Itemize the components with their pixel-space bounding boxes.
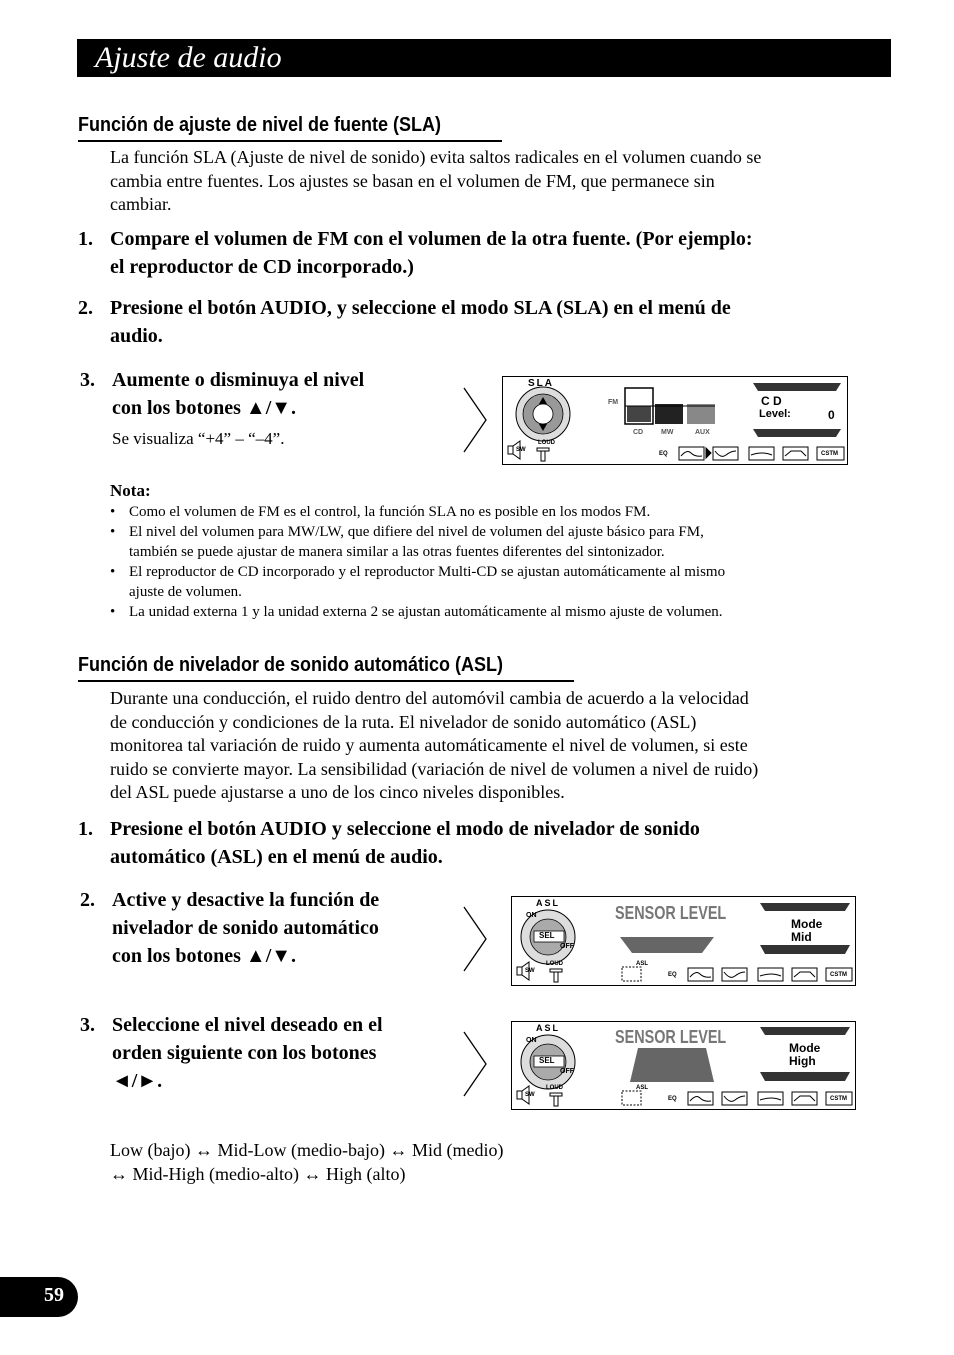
asl-step1: Presione el botón AUDIO y seleccione el modo de nivelador de sonido automático (ASL) en el menú de audio. <box>110 818 700 868</box>
lcd-mode-label: SLA <box>528 378 554 389</box>
lcd-banner: SENSOR LEVEL <box>615 903 727 923</box>
lcd-loud-label: LOUD <box>538 440 555 446</box>
eq-curve-icons <box>622 967 852 981</box>
eq-curve-icons <box>622 1091 852 1105</box>
lcd-sw-label: SW <box>516 447 526 453</box>
lcd-eq-label: EQ <box>668 1096 677 1102</box>
asl-intro: Durante una conducción, el ruido dentro del automóvil cambia de acuerdo a la velocidad de conducción y condiciones de la ruta. El nivelador de sonido automático (ASL) monitorea tal variación de ruido y aumenta automáticamente el nivel de volumen, si este ruido se convierte mayor. La sensibilidad (variación de nivel de volumen a nivel de ruido) del ASL puede ajustarse a uno de los cinco niveles disponibles. <box>110 688 759 802</box>
joystick-icon <box>516 387 570 441</box>
note-item: • El nivel del volumen para MW/LW, que difiere del nivel de volumen del ajuste básico para FM, también se puede ajustar de manera similar a las otras fuentes diferentes del sintonizador. <box>110 524 704 560</box>
lcd-cd-label: CD <box>633 429 644 436</box>
lcd-on-label: ON <box>526 912 537 919</box>
lcd-mode-value: Mid <box>791 930 812 944</box>
note-item: • Como el volumen de FM es el control, la función SLA no es posible en los modos FM. <box>110 504 651 520</box>
nota-title: Nota: <box>110 481 151 500</box>
lcd-level-label: Level: <box>759 408 791 420</box>
lcd-off-label: OFF <box>560 943 574 950</box>
sla-step3-num: 3. <box>80 369 95 391</box>
asl-step3: Seleccione el nivel deseado en el orden siguiente con los botones ◄/►. <box>112 1014 383 1092</box>
lcd-off-label: OFF <box>560 1068 574 1075</box>
loud-icon <box>537 448 549 461</box>
lcd-level-value: 0 <box>828 408 835 422</box>
lcd-mw-label: MW <box>661 429 674 436</box>
lcd-asl-small: ASL <box>636 961 648 967</box>
asl-heading-rule <box>78 680 574 682</box>
sla-step2-num: 2. <box>78 297 93 319</box>
lcd-aux-label: AUX <box>695 429 710 436</box>
lcd-sel-label: SEL <box>539 931 555 940</box>
lcd-cstm-label: CSTM <box>821 451 838 457</box>
sequence-line-1: Low (bajo) ↔ Mid-Low (medio-bajo) ↔ Mid (medio) <box>110 1140 504 1160</box>
double-arrow-icon: ↔ <box>194 1140 213 1160</box>
sla-heading-rule <box>78 140 502 142</box>
page-title-bar <box>77 39 891 77</box>
lcd-mode-label: ASL <box>536 1023 560 1033</box>
sla-step3: Aumente o disminuya el nivel con los botones ▲/▼. <box>112 369 365 419</box>
notes-list <box>110 502 870 622</box>
pointer-arrow-icon <box>462 386 488 454</box>
sla-lcd-display <box>502 376 848 465</box>
sla-intro: La función SLA (Ajuste de nivel de sonido) evita saltos radicales en el volumen cuando se cambia entre fuentes. Los ajustes se basan en el volumen de FM, que permanece sin cambiar. <box>110 147 762 214</box>
lcd-mode-label: ASL <box>536 898 560 908</box>
sla-step1-num: 1. <box>78 228 93 250</box>
lcd-cstm-label: CSTM <box>830 972 847 978</box>
asl-lcd-display-mid <box>511 896 856 986</box>
lcd-banner: SENSOR LEVEL <box>615 1027 727 1047</box>
double-arrow-icon: ↔ <box>303 1163 322 1184</box>
lcd-sel-label: SEL <box>539 1056 555 1065</box>
pointer-arrow-icon <box>462 905 488 973</box>
asl-heading: Función de nivelador de sonido automático (ASL) <box>78 654 504 676</box>
note-item: • El reproductor de CD incorporado y el reproductor Multi-CD se ajustan automáticamente al mismo ajuste de volumen. <box>110 564 726 600</box>
lcd-sw-label: SW <box>525 968 535 974</box>
sla-step1: Compare el volumen de FM con el volumen de la otra fuente. (Por ejemplo: el reproductor de CD incorporado.) <box>110 228 753 278</box>
asl-step2: Active y desactive la función de nivelador de sonido automático con los botones ▲/▼. <box>112 889 380 967</box>
lcd-mode-caption: Mode <box>791 917 823 931</box>
note-item: • La unidad externa 1 y la unidad externa 2 se ajustan automáticamente al mismo ajuste de volumen. <box>110 604 723 620</box>
lcd-mode-value: High <box>789 1054 816 1068</box>
lcd-cstm-label: CSTM <box>830 1096 847 1102</box>
lcd-fm-label: FM <box>608 399 619 406</box>
lcd-loud-label: LOUD <box>546 1085 563 1091</box>
lcd-eq-label: EQ <box>659 451 668 457</box>
sensor-level-graphic <box>630 1048 714 1082</box>
lcd-loud-label: LOUD <box>546 961 563 967</box>
lcd-sw-label: SW <box>525 1092 535 1098</box>
asl-step3-num: 3. <box>80 1014 95 1036</box>
lcd-source: C D <box>761 394 782 408</box>
double-arrow-icon: ↔ <box>389 1140 408 1160</box>
source-level-bars <box>625 388 715 424</box>
asl-lcd-display-high <box>511 1021 856 1110</box>
page-number: 59 <box>44 1284 64 1306</box>
asl-step2-num: 2. <box>80 889 95 911</box>
sla-step3-sub: Se visualiza “+4” – “–4”. <box>112 429 285 448</box>
asl-step1-num: 1. <box>78 818 93 840</box>
lcd-mode-caption: Mode <box>789 1041 821 1055</box>
double-arrow-icon: ↔ <box>110 1163 128 1184</box>
page-title: Ajuste de audio <box>95 41 282 74</box>
lcd-on-label: ON <box>526 1037 537 1044</box>
level-sequence <box>110 1139 503 1186</box>
page-number-tab <box>0 1277 78 1317</box>
lcd-eq-label: EQ <box>668 972 677 978</box>
loud-icon <box>550 969 562 982</box>
eq-curve-icons <box>679 447 844 460</box>
loud-icon <box>550 1093 562 1106</box>
pointer-arrow-icon <box>462 1030 488 1098</box>
sla-heading: Función de ajuste de nivel de fuente (SLA) <box>78 114 442 136</box>
lcd-asl-small: ASL <box>636 1085 648 1091</box>
sensor-level-graphic <box>620 937 714 953</box>
sla-step2: Presione el botón AUDIO, y seleccione el modo SLA (SLA) en el menú de audio. <box>110 297 731 347</box>
sequence-line-2: ↔ Mid-High (medio-alto) ↔ High (alto) <box>110 1163 406 1184</box>
